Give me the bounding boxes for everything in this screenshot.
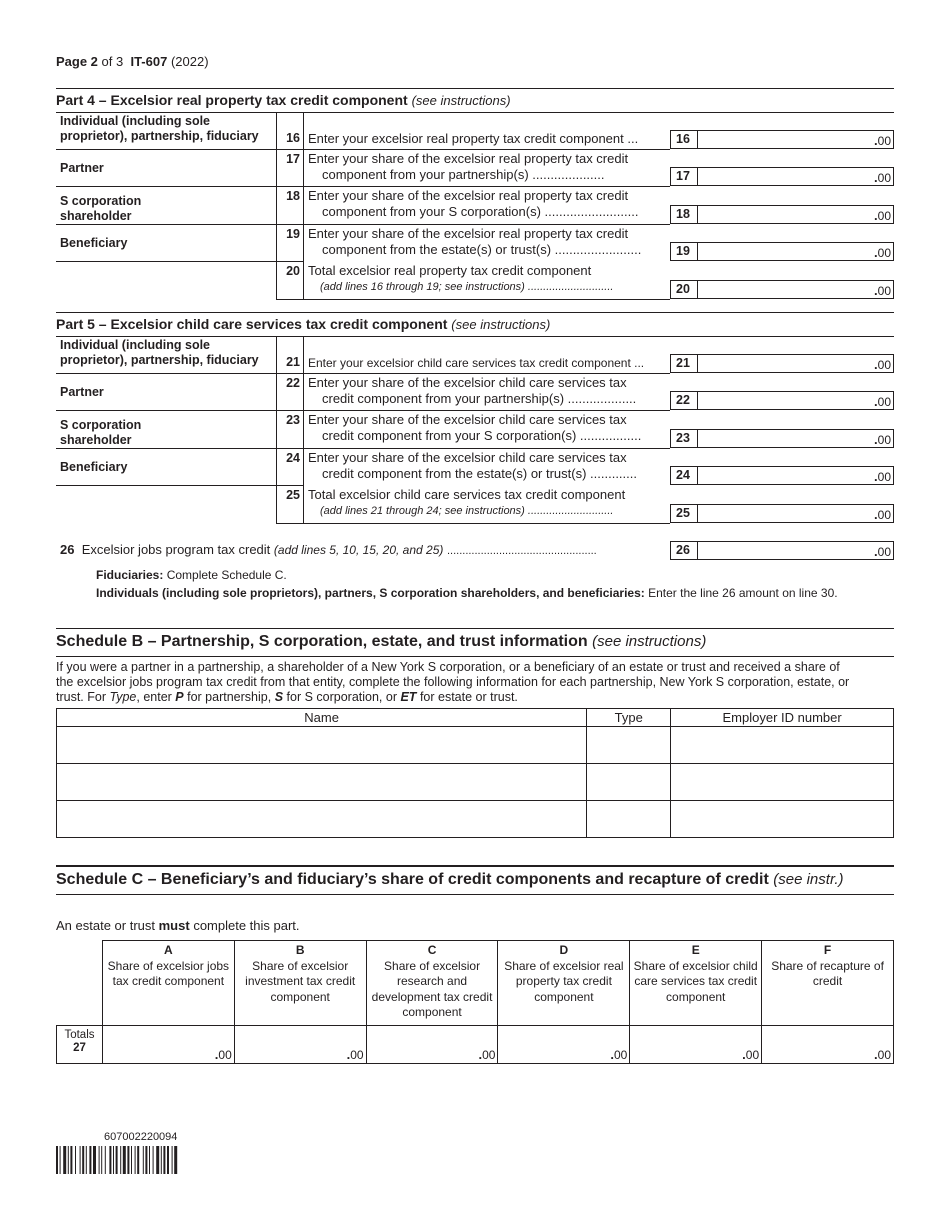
blank-corner bbox=[57, 941, 103, 1026]
amount-box[interactable]: 23 .00 bbox=[670, 429, 894, 448]
note2-text: Enter the line 26 amount on line 30. bbox=[648, 586, 838, 600]
line-description: Enter your share of the excelsior child care services tax credit component from the estate(s) or trust(s) ............. bbox=[308, 450, 637, 481]
note-individuals bbox=[96, 586, 838, 600]
form-number: IT-607 bbox=[130, 54, 168, 69]
scheduleC-title bbox=[56, 871, 844, 889]
form-year: (2022) bbox=[170, 54, 209, 69]
name-input[interactable] bbox=[57, 801, 587, 838]
col-e-header: E Share of excelsior child care services tax credit component bbox=[630, 941, 762, 1026]
table-row bbox=[57, 727, 894, 764]
divider bbox=[56, 894, 894, 895]
line-description: Enter your share of the excelsior child care services tax credit component from your partnership(s) ................... bbox=[308, 375, 637, 406]
total-b-input[interactable]: .00 bbox=[234, 1026, 366, 1064]
filer-type: Partner bbox=[60, 385, 104, 399]
filer-type: Partner bbox=[60, 161, 104, 175]
scheduleB-title-text: Schedule B – Partnership, S corporation, estate, and trust information bbox=[56, 633, 588, 650]
col-type-header: Type bbox=[587, 709, 671, 727]
credit-row bbox=[56, 224, 894, 261]
credit-row bbox=[56, 261, 894, 299]
divider bbox=[56, 312, 894, 313]
credit-row bbox=[56, 112, 894, 149]
box-number: 22 bbox=[671, 392, 698, 409]
totals-row bbox=[57, 1026, 894, 1064]
scheduleB-table bbox=[56, 708, 894, 838]
box-number: 17 bbox=[671, 168, 698, 185]
col-f-header: F Share of recapture of credit bbox=[762, 941, 894, 1026]
total-c-input[interactable]: .00 bbox=[366, 1026, 498, 1064]
scheduleC-table bbox=[56, 940, 894, 1064]
line26-cents: 00 bbox=[877, 545, 891, 559]
amount-box[interactable]: 16 .00 bbox=[670, 130, 894, 149]
filer-type: S corporation shareholder bbox=[60, 418, 142, 447]
filer-type: Individual (including sole proprietor), partnership, fiduciary bbox=[60, 338, 259, 367]
amount-box[interactable]: 21 .00 bbox=[670, 354, 894, 373]
credit-row bbox=[56, 485, 894, 523]
credit-row bbox=[56, 410, 894, 448]
note1-bold: Fiduciaries: bbox=[96, 568, 164, 582]
line26-desc bbox=[60, 542, 597, 557]
note-fiduciaries bbox=[96, 568, 287, 582]
line-number: 16 bbox=[286, 131, 300, 145]
totals-label: Totals 27 bbox=[57, 1026, 103, 1064]
scheduleB-intro-2: the excelsior jobs program tax credit from that entity, complete the following information for each partnership, New York S corporation, estate, or bbox=[56, 675, 850, 689]
scheduleB-intro-3: trust. For Type, enter P for partnership, S for S corporation, or ET for estate or trust. bbox=[56, 690, 518, 704]
line-description: Total excelsior child care services tax credit component (add lines 21 through 24; see instructions) ............................ bbox=[308, 487, 626, 517]
box-number: 23 bbox=[671, 430, 698, 447]
type-input[interactable] bbox=[587, 801, 671, 838]
divider bbox=[56, 628, 894, 629]
credit-row bbox=[56, 186, 894, 224]
amount-box[interactable]: 20 .00 bbox=[670, 280, 894, 299]
filer-type: Beneficiary bbox=[60, 236, 128, 250]
ein-input[interactable] bbox=[671, 727, 894, 764]
total-e-input[interactable]: .00 bbox=[630, 1026, 762, 1064]
col-c-header: C Share of excelsior research and development tax credit component bbox=[366, 941, 498, 1026]
line-number: 17 bbox=[286, 152, 300, 166]
divider bbox=[56, 656, 894, 657]
amount-box[interactable]: 24 .00 bbox=[670, 466, 894, 485]
box-number: 21 bbox=[671, 355, 698, 372]
credit-row bbox=[56, 149, 894, 186]
line-description: Total excelsior real property tax credit component (add lines 16 through 19; see instructions) ............................ bbox=[308, 263, 614, 293]
part5-see: (see instructions) bbox=[451, 317, 551, 332]
line-description: Enter your excelsior real property tax credit component ... bbox=[308, 131, 639, 146]
scheduleB-intro bbox=[56, 660, 849, 705]
col-b-header: B Share of excelsior investment tax credit component bbox=[234, 941, 366, 1026]
line-number: 19 bbox=[286, 227, 300, 241]
amount-box[interactable]: 22 .00 bbox=[670, 391, 894, 410]
line-number: 20 bbox=[286, 264, 300, 278]
part4-title-text: Part 4 – Excelsior real property tax credit component bbox=[56, 92, 408, 108]
line-number: 21 bbox=[286, 355, 300, 369]
total-a-input[interactable]: .00 bbox=[102, 1026, 234, 1064]
filer-type: S corporation shareholder bbox=[60, 194, 142, 223]
note1-text: Complete Schedule C. bbox=[166, 568, 287, 582]
line-description: Enter your share of the excelsior real property tax credit component from the estate(s) or trust(s) ........................ bbox=[308, 226, 642, 257]
col-name-header: Name bbox=[57, 709, 587, 727]
scheduleB-intro-1: If you were a partner in a partnership, a shareholder of a New York S corporation, or a beneficiary of an estate or trust and received a share of bbox=[56, 660, 840, 674]
part5-title bbox=[56, 316, 550, 332]
amount-box[interactable]: 25 .00 bbox=[670, 504, 894, 523]
part5-title-text: Part 5 – Excelsior child care services tax credit component bbox=[56, 316, 448, 332]
box-number: 25 bbox=[671, 505, 698, 522]
note2-bold: Individuals (including sole proprietors), partners, S corporation shareholders, and beneficiaries: bbox=[96, 586, 645, 600]
page-number: Page 2 bbox=[56, 54, 98, 69]
line-number: 23 bbox=[286, 413, 300, 427]
line-description: Enter your share of the excelsior real property tax credit component from your partnership(s) .................... bbox=[308, 151, 629, 182]
part4-see: (see instructions) bbox=[411, 93, 511, 108]
box-number: 19 bbox=[671, 243, 698, 260]
line26-box-number: 26 bbox=[671, 542, 698, 559]
col-a-header: A Share of excelsior jobs tax credit component bbox=[102, 941, 234, 1026]
credit-row bbox=[56, 373, 894, 410]
type-input[interactable] bbox=[587, 727, 671, 764]
ein-input[interactable] bbox=[671, 764, 894, 801]
col-ein-header: Employer ID number bbox=[671, 709, 894, 727]
credit-row bbox=[56, 448, 894, 485]
page-header bbox=[56, 54, 209, 69]
line-description: Enter your share of the excelsior real property tax credit component from your S corporation(s) .......................... bbox=[308, 188, 639, 219]
credit-row bbox=[56, 336, 894, 373]
amount-box[interactable]: 17 .00 bbox=[670, 167, 894, 186]
col-d-header: D Share of excelsior real property tax credit component bbox=[498, 941, 630, 1026]
box-number: 18 bbox=[671, 206, 698, 223]
total-f-input[interactable]: .00 bbox=[762, 1026, 894, 1064]
name-input[interactable] bbox=[57, 727, 587, 764]
type-input[interactable] bbox=[587, 764, 671, 801]
line26-text: Excelsior jobs program tax credit bbox=[81, 542, 271, 557]
scheduleC-title-text: Schedule C – Beneficiary’s and fiduciary’s share of credit components and recapture of credit bbox=[56, 871, 769, 888]
name-input[interactable] bbox=[57, 764, 587, 801]
total-d-input[interactable]: .00 bbox=[498, 1026, 630, 1064]
line26-paren: (add lines 5, 10, 15, 20, and 25) bbox=[273, 543, 444, 557]
scheduleC-see: (see instr.) bbox=[773, 871, 844, 888]
scheduleC-intro: An estate or trust must complete this part. bbox=[56, 918, 300, 933]
line-number: 25 bbox=[286, 488, 300, 502]
page-of: of 3 bbox=[101, 54, 124, 69]
box-number: 16 bbox=[671, 131, 698, 148]
divider bbox=[56, 88, 894, 89]
line-number: 24 bbox=[286, 451, 300, 465]
line26-dots: ................................................. bbox=[446, 545, 597, 557]
table-row bbox=[57, 764, 894, 801]
amount-box[interactable]: 18 .00 bbox=[670, 205, 894, 224]
line26-amount-box[interactable]: 26 .00 bbox=[670, 541, 894, 560]
amount-box[interactable]: 19 .00 bbox=[670, 242, 894, 261]
ein-input[interactable] bbox=[671, 801, 894, 838]
scheduleB-title bbox=[56, 633, 706, 651]
filer-type: Beneficiary bbox=[60, 460, 128, 474]
scheduleB-see: (see instructions) bbox=[592, 633, 707, 650]
barcode bbox=[56, 1146, 238, 1174]
line-description: Enter your excelsior child care services tax credit component ... bbox=[308, 356, 645, 370]
part5-table bbox=[56, 336, 894, 523]
line-number: 22 bbox=[286, 376, 300, 390]
box-number: 24 bbox=[671, 467, 698, 484]
part4-title bbox=[56, 92, 511, 108]
table-row bbox=[57, 801, 894, 838]
box-number: 20 bbox=[671, 281, 698, 298]
part4-table bbox=[56, 112, 894, 299]
line-description: Enter your share of the excelsior child care services tax credit component from your S corporation(s) ................. bbox=[308, 412, 642, 443]
divider bbox=[56, 865, 894, 867]
filer-type: Individual (including sole proprietor), partnership, fiduciary bbox=[60, 114, 259, 143]
line-number: 18 bbox=[286, 189, 300, 203]
form-code: 607002220094 bbox=[104, 1131, 178, 1143]
line26-num: 26 bbox=[60, 542, 75, 557]
